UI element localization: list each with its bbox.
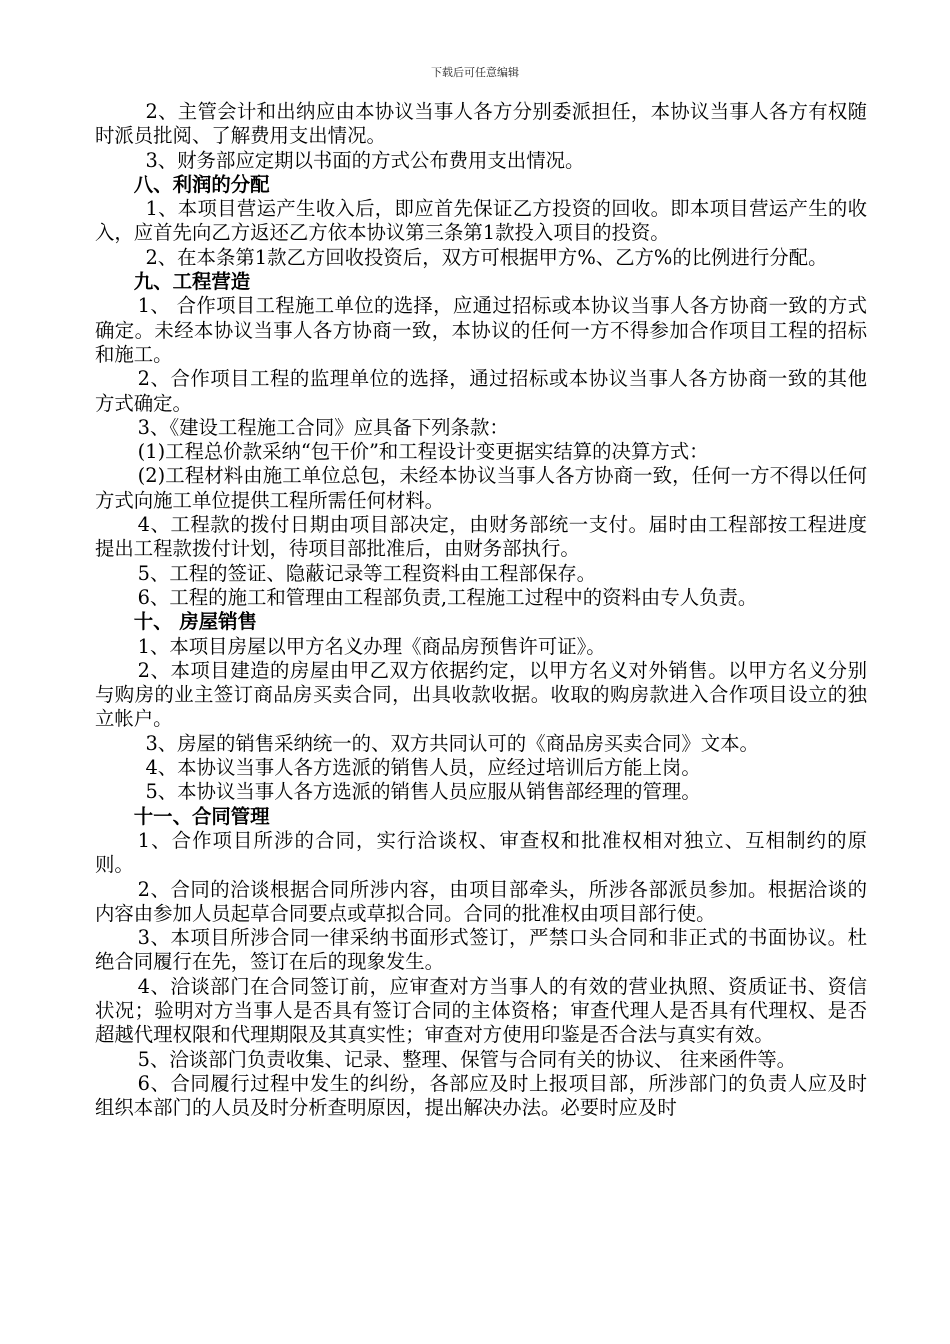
body-paragraph: 2、在本条第1款乙方回收投资后，双方可根据甲方%、乙方%的比例进行分配。 xyxy=(145,245,828,269)
body-paragraph: 5、洽谈部门负责收集、记录、整理、保管与合同有关的协议、 往来函件等。 xyxy=(137,1047,797,1071)
body-paragraph: 4、洽谈部门在合同签订前，应审查对方当事人的有效的营业执照、资质证书、资信状况；验明对方当事人是否具有签订合同的主体资格；审查代理人是否具有代理权、是否超越代理权限和代理期限及其真实性；审查对方使用印鉴是否合法与真实有效。 xyxy=(95,974,867,1047)
body-paragraph: 1、 合作项目工程施工单位的选择，应通过招标或本协议当事人各方协商一致的方式确定。未经本协议当事人各方协商一致，本协议的任何一方不得参加合作项目工程的招标和施工。 xyxy=(95,294,867,366)
body-paragraph: 4、本协议当事人各方选派的销售人员，应经过培训后方能上岗。 xyxy=(145,756,701,780)
section-heading: 十一、合同管理 xyxy=(133,804,270,828)
document-body xyxy=(95,100,867,1120)
body-paragraph: 3、财务部应定期以书面的方式公布费用支出情况。 xyxy=(145,148,585,172)
body-paragraph: 3、房屋的销售采纳统一的、双方共同认可的《商品房买卖合同》文本。 xyxy=(145,731,759,755)
body-paragraph: 4、工程款的拨付日期由项目部决定，由财务部统一支付。届时由工程部按工程进度提出工程款拨付计划，待项目部批准后，由财务部执行。 xyxy=(95,513,867,561)
page-header: 下载后可任意编辑 xyxy=(431,66,519,79)
body-paragraph: 2、合作项目工程的监理单位的选择，通过招标或本协议当事人各方协商一致的其他方式确定。 xyxy=(95,367,867,415)
section-heading: 九、工程营造 xyxy=(133,270,251,294)
body-paragraph: 3、本项目所涉合同一律采纳书面形式签订，严禁口头合同和非正式的书面协议。杜绝合同履行在先，签订在后的现象发生。 xyxy=(95,926,867,974)
body-paragraph: 2、合同的洽谈根据合同所涉内容，由项目部牵头，所涉各部派员参加。根据洽谈的内容由参加人员起草合同要点或草拟合同。合同的批准权由项目部行使。 xyxy=(95,877,867,925)
body-paragraph: 6、工程的施工和管理由工程部负责,工程施工过程中的资料由专人负责。 xyxy=(137,585,758,609)
body-paragraph: (1)工程总价款采纳“包干价”和工程设计变更据实结算的决算方式： xyxy=(137,440,709,464)
body-paragraph: 5、本协议当事人各方选派的销售人员应服从销售部经理的管理。 xyxy=(145,780,701,804)
body-paragraph: 1、合作项目所涉的合同，实行洽谈权、审查权和批准权相对独立、互相制约的原则。 xyxy=(95,828,867,877)
body-paragraph: 1、本项目营运产生收入后，即应首先保证乙方投资的回收。即本项目营运产生的收入，应首先向乙方返还乙方依本协议第三条第1款投入项目的投资。 xyxy=(95,197,867,245)
body-paragraph: 2、本项目建造的房屋由甲乙双方依据约定，以甲方名义对外销售。以甲方名义分别与购房的业主签订商品房买卖合同，出具收款收据。收取的购房款进入合作项目设立的独立帐户。 xyxy=(95,658,867,731)
body-paragraph: 2、主管会计和出纳应由本协议当事人各方分别委派担任，本协议当事人各方有权随时派员批阅、了解费用支出情况。 xyxy=(95,100,867,148)
body-paragraph: 1、本项目房屋以甲方名义办理《商品房预售许可证》。 xyxy=(137,634,606,658)
body-paragraph: 5、工程的签证、隐蔽记录等工程资料由工程部保存。 xyxy=(137,561,596,585)
section-heading: 十、 房屋销售 xyxy=(133,610,257,634)
body-paragraph: 3、《建设工程施工合同》应具备下列条款： xyxy=(137,415,509,439)
body-paragraph: 6、合同履行过程中发生的纠纷，各部应及时上报项目部，所涉部门的负责人应及时组织本部门的人员及时分析查明原因，提出解决办法。必要时应及时 xyxy=(95,1071,867,1120)
body-paragraph: (2)工程材料由施工单位总包，未经本协议当事人各方协商一致，任何一方不得以任何方式向施工单位提供工程所需任何材料。 xyxy=(95,464,867,512)
section-heading: 八、利润的分配 xyxy=(133,172,270,196)
